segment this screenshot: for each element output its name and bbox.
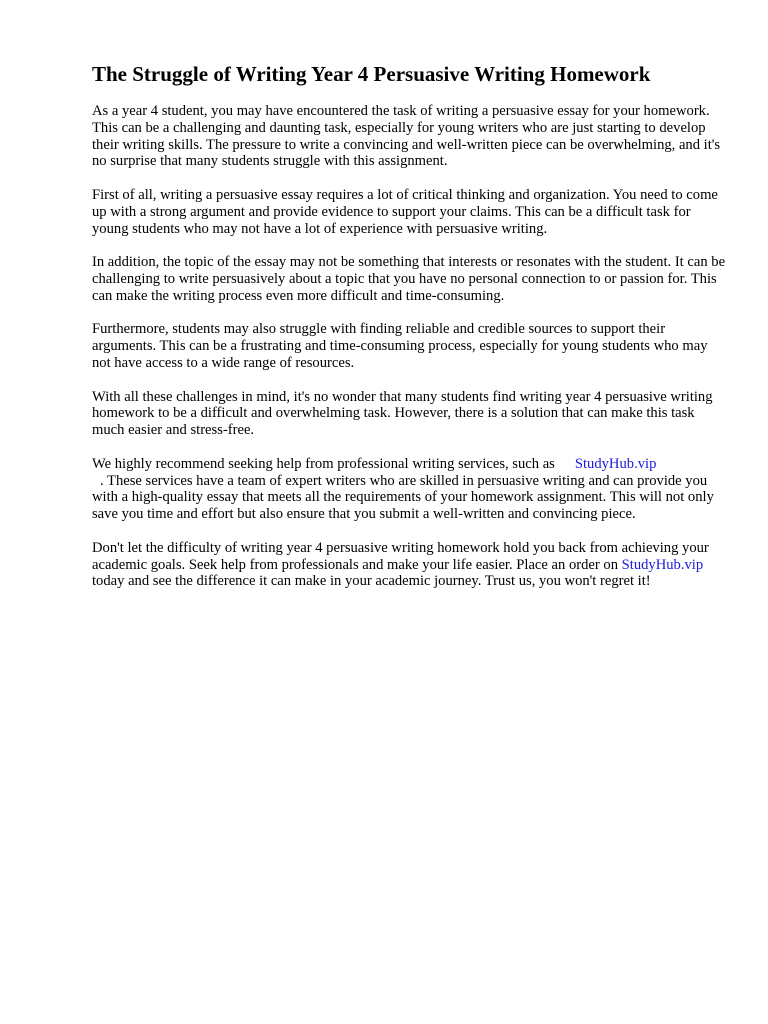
studyhub-link-1[interactable]: StudyHub.vip [574,455,657,472]
paragraph-intro: As a year 4 student, you may have encountered the task of writing a persuasive essay for your homework. This can be a challenging and daunting task, especially for young writers who are just starting to develop their writing skills. The pressure to write a convincing and well-written piece can be overwhelming, and it's no surprise that many students struggle with this assignment. [92,103,721,170]
paragraph-recommendation [92,456,728,523]
cta-text-before: Don't let the difficulty of writing year 4 persuasive writing homework hold you back from achieving your academic goals. Seek help from professionals and make your life easier. Place an order on [92,539,709,573]
recommendation-text-before: We highly recommend seeking help from professional writing services, such as [92,455,555,472]
paragraph-challenges: With all these challenges in mind, it's no wonder that many students find writing year 4 persuasive writing homework to be a difficult and overwhelming task. However, there is a solution that can make this task much easier and stress-free. [92,388,713,439]
page-title: The Struggle of Writing Year 4 Persuasive Writing Homework [92,62,651,86]
paragraph-call-to-action [92,540,728,590]
cta-text-after: today and see the difference it can make in your academic journey. Trust us, you won't regret it! [92,573,651,590]
studyhub-link-2[interactable]: StudyHub.vip [621,556,704,573]
paragraph-topic: In addition, the topic of the essay may not be something that interests or resonates with the student. It can be challenging to write persuasively about a topic that you have no personal connection to or passion for. This can make the writing process even more difficult and time-consuming. [92,254,726,304]
recommendation-text-after: . These services have a team of expert writers who are skilled in persuasive writing and can provide you with a high-quality essay that meets all the requirements of your homework assignment. This will not only save you time and effort but also ensure that you submit a well-written and convincing piece. [92,472,714,523]
paragraph-critical-thinking: First of all, writing a persuasive essay requires a lot of critical thinking and organization. You need to come up with a strong argument and provide evidence to support your claims. This can be a difficult task for young students who may not have a lot of experience with persuasive writing. [92,186,718,237]
document-page [92,60,728,607]
paragraph-sources: Furthermore, students may also struggle with finding reliable and credible sources to support their arguments. This can be a frustrating and time-consuming process, especially for young students who may not have access to a wide range of resources. [92,321,708,371]
